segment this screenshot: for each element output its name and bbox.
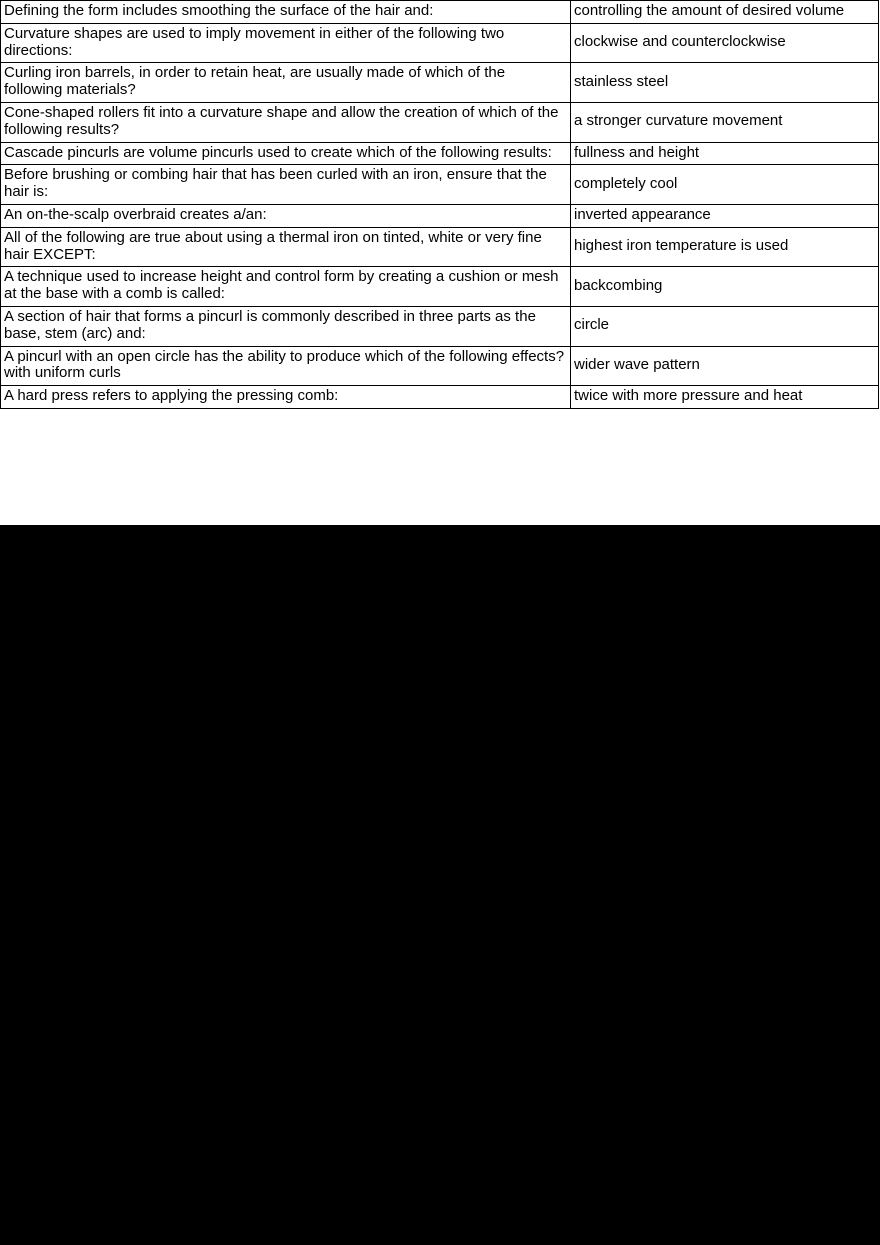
question-cell: A section of hair that forms a pincurl is commonly described in three parts as the base, stem (arc) and:: [1, 306, 571, 346]
answer-cell: backcombing: [571, 267, 879, 307]
question-cell: Before brushing or combing hair that has been curled with an iron, ensure that the hair is:: [1, 165, 571, 205]
table-row: [1, 267, 879, 307]
answer-cell: clockwise and counterclockwise: [571, 23, 879, 63]
table-row: [1, 102, 879, 142]
question-cell: Defining the form includes smoothing the surface of the hair and:: [1, 1, 571, 24]
answer-cell: twice with more pressure and heat: [571, 386, 879, 409]
table-row: [1, 23, 879, 63]
qa-table: [0, 0, 879, 409]
answer-cell: highest iron temperature is used: [571, 227, 879, 267]
answer-cell: fullness and height: [571, 142, 879, 165]
qa-table-body: [1, 1, 879, 409]
question-cell: A pincurl with an open circle has the ability to produce which of the following effects? with uniform curls: [1, 346, 571, 386]
question-cell: Cascade pincurls are volume pincurls used to create which of the following results:: [1, 142, 571, 165]
answer-cell: controlling the amount of desired volume: [571, 1, 879, 24]
question-cell: A hard press refers to applying the pressing comb:: [1, 386, 571, 409]
answer-cell: circle: [571, 306, 879, 346]
black-region: [0, 525, 880, 1245]
answer-cell: completely cool: [571, 165, 879, 205]
question-cell: All of the following are true about using a thermal iron on tinted, white or very fine hair EXCEPT:: [1, 227, 571, 267]
answer-cell: a stronger curvature movement: [571, 102, 879, 142]
answer-cell: wider wave pattern: [571, 346, 879, 386]
table-row: [1, 1, 879, 24]
answer-cell: inverted appearance: [571, 204, 879, 227]
table-row: [1, 306, 879, 346]
question-cell: Cone-shaped rollers fit into a curvature shape and allow the creation of which of the following results?: [1, 102, 571, 142]
table-row: [1, 346, 879, 386]
question-cell: An on-the-scalp overbraid creates a/an:: [1, 204, 571, 227]
table-row: [1, 386, 879, 409]
question-cell: Curvature shapes are used to imply movement in either of the following two directions:: [1, 23, 571, 63]
table-row: [1, 63, 879, 103]
table-row: [1, 227, 879, 267]
question-cell: A technique used to increase height and control form by creating a cushion or mesh at the base with a comb is called:: [1, 267, 571, 307]
question-cell: Curling iron barrels, in order to retain heat, are usually made of which of the following materials?: [1, 63, 571, 103]
table-row: [1, 165, 879, 205]
table-row: [1, 142, 879, 165]
table-row: [1, 204, 879, 227]
answer-cell: stainless steel: [571, 63, 879, 103]
